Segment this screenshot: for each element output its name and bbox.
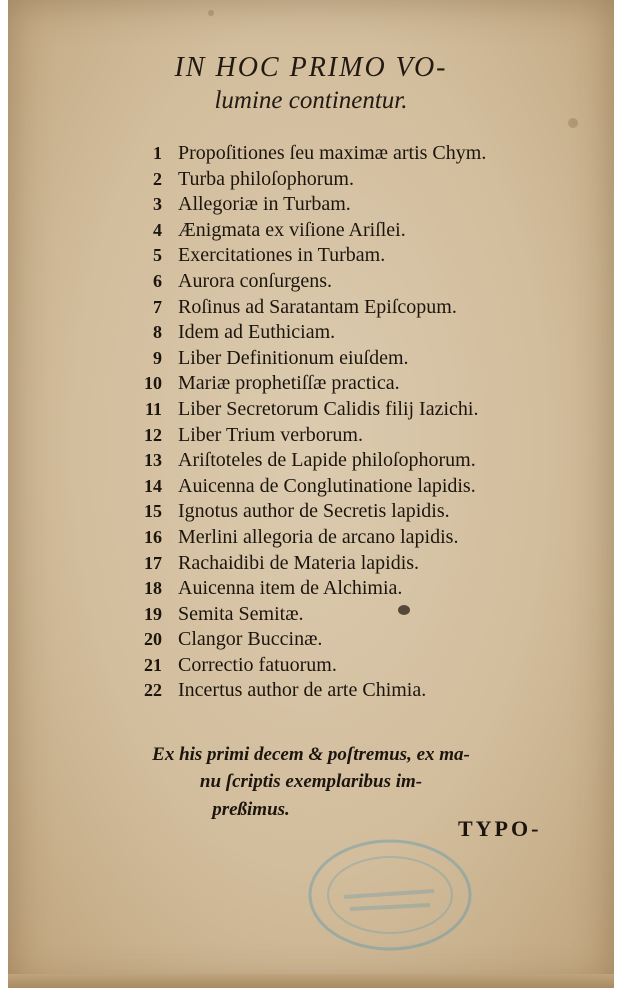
entry-title: Liber Definitionum eiuſdem. (178, 346, 409, 369)
entry-number: 15 (144, 501, 162, 522)
entry-number: 3 (153, 194, 162, 215)
entry-title: Merlini allegoria de arcano lapidis. (178, 525, 459, 548)
entry-number: 1 (153, 143, 162, 163)
contents-list (126, 142, 596, 705)
entry-title: Ænigmata ex viſione Ariſlei. (178, 218, 406, 241)
entry-number: 13 (144, 450, 162, 471)
entry-number: 6 (153, 270, 162, 291)
contents-entry (126, 577, 596, 603)
entry-title: Auicenna item de Alchimia. (178, 577, 403, 600)
contents-entry (126, 654, 596, 680)
entry-number: 12 (144, 424, 162, 445)
contents-entry (126, 270, 596, 296)
entry-title: Idem ad Euthiciam. (178, 321, 336, 344)
book-page (8, 0, 614, 988)
note-line-2: nu ſcriptis exemplaribus im- (199, 771, 423, 792)
contents-entry (126, 500, 596, 526)
contents-entry (126, 244, 596, 270)
entry-title: Propoſitiones ſeu maximæ artis Chym. (178, 142, 487, 164)
contents-entry (126, 219, 596, 245)
contents-entry (126, 193, 596, 219)
entry-number: 22 (144, 680, 162, 701)
entry-title: Rachaidibi de Materia lapidis. (178, 551, 420, 574)
entry-title: Correctio fatuorum. (178, 653, 337, 676)
contents-entry (126, 372, 596, 398)
entry-title: Turba philoſophorum. (178, 167, 354, 190)
contents-entry (126, 603, 596, 629)
contents-entry (126, 449, 596, 475)
entry-number: 2 (153, 168, 162, 189)
entry-title: Incertus author de arte Chimia. (178, 679, 427, 702)
contents-entry (126, 424, 596, 450)
library-stamp-icon (304, 835, 476, 955)
contents-entry (126, 142, 596, 168)
entry-title: Auicenna de Conglutinatione lapidis. (178, 474, 476, 497)
ink-spot (208, 10, 214, 16)
entry-title: Clangor Buccinæ. (178, 628, 323, 651)
contents-entry (126, 628, 596, 654)
entry-number: 10 (144, 373, 162, 394)
entry-title: Liber Secretorum Calidis filij Iazichi. (178, 397, 479, 420)
contents-entry (126, 679, 596, 705)
ink-spot (398, 605, 410, 615)
entry-number: 14 (144, 475, 162, 496)
contents-entry (126, 168, 596, 194)
entry-number: 9 (153, 347, 162, 368)
heading-line-1: IN HOC PRIMO VO- (174, 52, 448, 83)
note-line-3: preßimus. (212, 799, 290, 820)
contents-entry (126, 296, 596, 322)
entry-number: 20 (144, 629, 162, 650)
entry-title: Semita Semitæ. (178, 602, 304, 625)
catchword: TYPO- (458, 816, 542, 841)
entry-number: 21 (144, 654, 162, 675)
entry-number: 19 (144, 603, 162, 624)
entry-title: Allegoriæ in Turbam. (178, 193, 351, 216)
entry-number: 18 (144, 578, 162, 599)
page-bottom-edge (8, 974, 614, 988)
entry-number: 8 (153, 322, 162, 343)
entry-title: Liber Trium verborum. (178, 423, 363, 446)
entry-title: Ignotus author de Secretis lapidis. (178, 500, 450, 523)
entry-title: Exercitationes in Turbam. (178, 244, 386, 267)
entry-number: 11 (144, 398, 162, 419)
entry-number: 5 (153, 245, 162, 266)
contents-entry (126, 552, 596, 578)
entry-title: Ariſtoteles de Lapide philoſophorum. (178, 449, 476, 472)
contents-entry (126, 475, 596, 501)
entry-number: 17 (144, 552, 162, 573)
entry-title: Mariæ prophetiſſæ practica. (178, 372, 400, 395)
ink-spot (568, 118, 578, 128)
heading-line-2: lumine continentur. (214, 87, 408, 114)
note-line-1: Ex his primi decem & poſtremus, ex ma- (152, 744, 470, 765)
contents-entry (126, 526, 596, 552)
entry-number: 7 (153, 296, 162, 317)
entry-title: Roſinus ad Saratantam Epiſcopum. (178, 295, 457, 318)
contents-entry (126, 347, 596, 373)
entry-number: 4 (153, 219, 162, 240)
contents-entry (126, 321, 596, 347)
entry-title: Aurora conſurgens. (178, 269, 333, 292)
entry-number: 16 (144, 526, 162, 547)
contents-entry (126, 398, 596, 424)
